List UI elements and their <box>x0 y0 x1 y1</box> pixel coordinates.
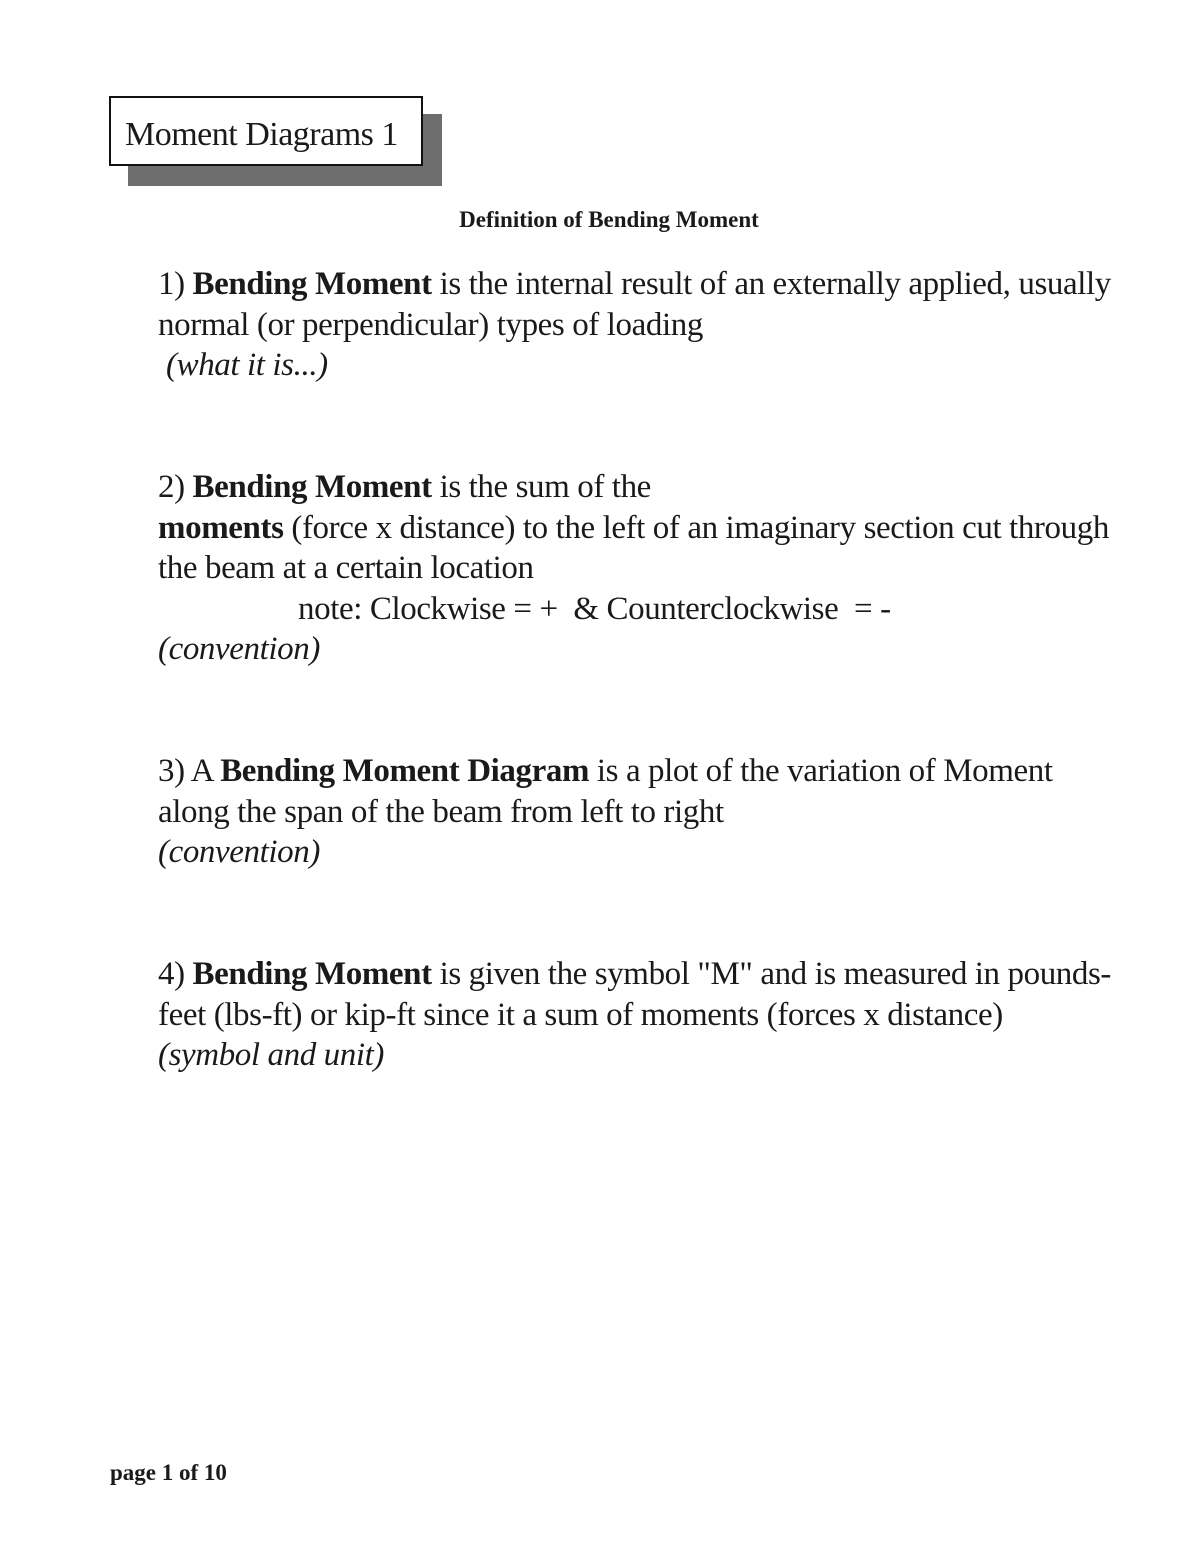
definition-2-text-a: is the sum of the <box>431 469 651 505</box>
document-title: Moment Diagrams 1 <box>125 116 398 153</box>
definition-2-tag: (convention) <box>158 631 320 667</box>
definition-3-term: Bending Moment Diagram <box>220 753 590 789</box>
definition-2-prefix: 2) <box>158 469 193 505</box>
definition-2-text-b: (force x distance) to the left of an imaginary section cut through the beam at a certain location <box>158 509 1109 586</box>
definition-1-prefix: 1) <box>158 266 193 302</box>
definition-4-body <box>158 954 1118 1035</box>
definition-2 <box>158 467 1118 670</box>
definition-3-body <box>158 751 1118 832</box>
definition-4-term: Bending Moment <box>192 956 432 992</box>
page-number: page 1 of 10 <box>110 1460 227 1485</box>
definition-3-prefix: 3) A <box>158 753 221 789</box>
definition-4-text: is given the symbol "M" and is measured in pounds-feet (lbs-ft) or kip-ft since it a sum of moments (forces x distance) <box>158 956 1112 1033</box>
title-box-frame <box>109 96 423 166</box>
definition-3-text: is a plot of the variation of Moment along the span of the beam from left to right <box>158 753 1053 830</box>
definition-2-term: Bending Moment <box>192 469 432 505</box>
definition-2-body <box>158 508 1118 589</box>
definition-2-note: note: Clockwise = + & Counterclockwise = - <box>298 590 891 627</box>
definition-1-term: Bending Moment <box>192 266 432 302</box>
definition-3-tag: (convention) <box>158 834 320 870</box>
definition-2-line-1 <box>158 467 1118 508</box>
definition-3 <box>158 751 1118 873</box>
title-box <box>109 96 442 188</box>
section-heading: Definition of Bending Moment <box>459 207 759 232</box>
definition-4-tag: (symbol and unit) <box>158 1037 385 1073</box>
definition-1 <box>158 264 1118 386</box>
definition-1-body <box>158 264 1118 345</box>
definition-4 <box>158 954 1118 1076</box>
definition-1-tag: (what it is...) <box>166 347 328 383</box>
definition-2-term-b: moments <box>158 509 284 546</box>
definition-1-text: is the internal result of an externally applied, usually normal (or perpendicular) types of loading <box>158 266 1111 343</box>
definition-4-prefix: 4) <box>158 956 193 992</box>
